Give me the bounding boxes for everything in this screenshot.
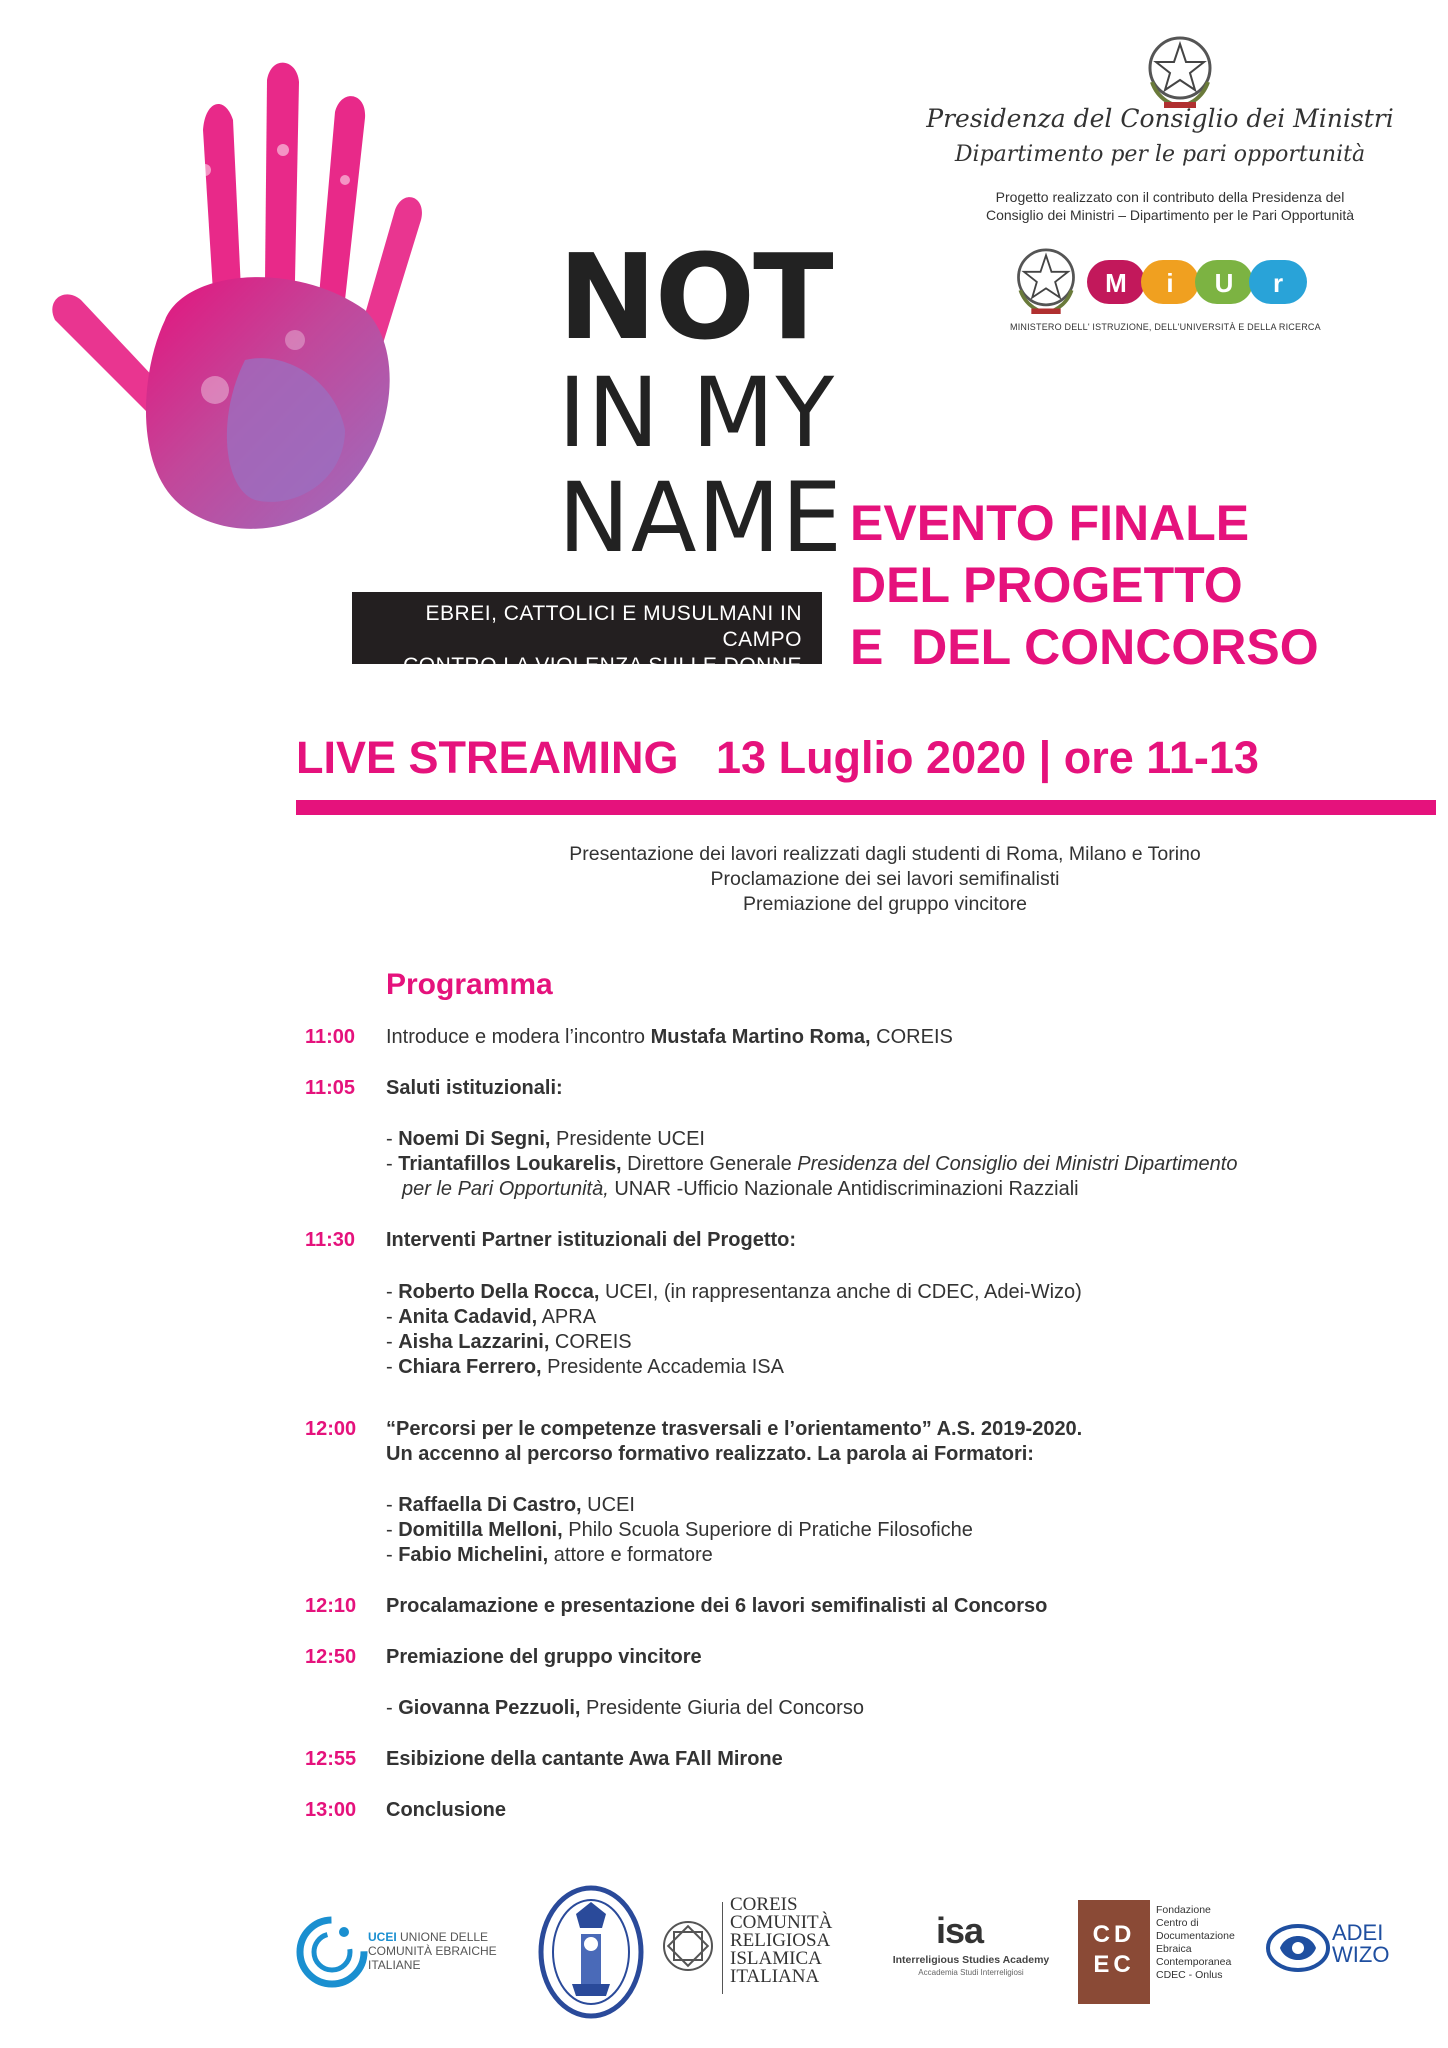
adei-line-2: WIZO (1332, 1942, 1390, 1967)
adei-wizo-emblem-icon (1266, 1922, 1330, 1974)
dash: - (386, 1153, 399, 1175)
coreis-line-3: RELIGIOSA (730, 1930, 831, 1951)
cdec-line-5: Contemporanea (1156, 1956, 1232, 1968)
speaker-org: COREIS (870, 1026, 953, 1048)
cdec-line-6: CDEC - Onlus (1156, 1969, 1223, 1981)
speaker-role: Presidente Giuria del Concorso (580, 1697, 864, 1719)
ucei-abbr: UCEI (368, 1930, 397, 1944)
event-title (850, 492, 1319, 678)
speaker-role: Direttore Generale (621, 1153, 798, 1175)
department-name: Dipartimento per le pari opportunità (954, 142, 1366, 167)
coreis-logo (660, 1896, 870, 1996)
intro-line-2: Proclamazione dei sei lavori semifinalisti (710, 868, 1060, 890)
campaign-title-in-my: IN MY (558, 357, 836, 469)
italian-republic-emblem-icon (1013, 244, 1079, 318)
dash: - (386, 1281, 399, 1303)
pcm-name: Presidenza del Consiglio dei Ministri (926, 104, 1394, 133)
cdec-line-1: Fondazione (1156, 1904, 1211, 1916)
pontifical-athenaeum-seal-icon (536, 1884, 646, 2020)
coreis-ornament-icon (660, 1918, 716, 1974)
handprint-illustration (45, 60, 425, 550)
contribution-line-2: Consiglio dei Ministri – Dipartimento per le Pari Opportunità (985, 207, 1355, 223)
pink-divider (296, 800, 1436, 815)
contribution-note (930, 188, 1410, 224)
speaker-name: Giovanna Pezzuoli, (398, 1697, 581, 1719)
cdec-logo (1078, 1900, 1238, 2004)
ucei-line-2: COMUNITÀ EBRAICHE (368, 1944, 497, 1958)
speaker-name: Roberto Della Rocca, (398, 1281, 600, 1303)
program-heading: Un accenno al percorso formativo realizzato. La parola ai Formatori: (386, 1443, 1034, 1465)
speaker-name: Fabio Michelini, (398, 1544, 549, 1566)
program-heading: Conclusione (386, 1799, 507, 1821)
program-time: 11:30 (305, 1229, 356, 1251)
dash: - (386, 1306, 399, 1328)
intro-line-3: Premiazione del gruppo vincitore (743, 893, 1027, 915)
program-heading: “Percorsi per le competenze trasversali e l’orientamento” A.S. 2019-2020. (386, 1418, 1083, 1440)
speaker-name: Raffaella Di Castro, (398, 1494, 582, 1516)
italian-republic-emblem-icon (1144, 32, 1216, 112)
coreis-line-1: COREIS (730, 1894, 798, 1915)
cdec-line-4: Ebraica (1156, 1943, 1192, 1955)
coreis-line-4: ISLAMICA (730, 1948, 822, 1969)
program-heading: Interventi Partner istituzionali del Progetto: (386, 1229, 797, 1251)
speaker-org: UNAR -Ufficio Nazionale Antidiscriminazioni Razziali (608, 1178, 1079, 1200)
ucei-line-3: ITALIANE (368, 1958, 421, 1972)
tagline-line-1: EBREI, CATTOLICI E MUSULMANI IN CAMPO (425, 602, 802, 651)
program-time: 12:10 (305, 1595, 357, 1617)
program-heading: Premiazione del gruppo vincitore (386, 1646, 702, 1668)
cdec-mark-bottom: EC (1093, 1951, 1135, 1978)
ucei-logo (292, 1912, 497, 1992)
adei-wizo-logo (1266, 1918, 1406, 1978)
dash: - (386, 1128, 399, 1150)
program-time: 12:55 (305, 1748, 357, 1770)
speaker-role: Philo Scuola Superiore di Pratiche Filosofiche (562, 1519, 973, 1541)
coreis-line-5: ITALIANA (730, 1966, 820, 1987)
cdec-line-2: Centro di (1156, 1917, 1199, 1929)
dash: - (386, 1331, 399, 1353)
ucei-circle-icon (292, 1912, 372, 1992)
event-title-line-2: DEL PROGETTO (850, 557, 1243, 613)
speaker-name: Noemi Di Segni, (398, 1128, 551, 1150)
program-heading: Saluti istituzionali: (386, 1077, 563, 1099)
program-title: Programma (386, 968, 553, 1001)
program-time: 12:50 (305, 1646, 357, 1668)
campaign-title-name: NAME (558, 462, 843, 574)
isa-mark: isa (936, 1910, 984, 1951)
event-title-line-1: EVENTO FINALE (850, 495, 1250, 551)
speaker-name: Domitilla Melloni, (398, 1519, 563, 1541)
speaker-role: COREIS (549, 1331, 632, 1353)
speaker-role: Presidente UCEI (550, 1128, 705, 1150)
speaker-name: Mustafa Martino Roma, (650, 1026, 871, 1048)
dash: - (386, 1544, 399, 1566)
campaign-tagline (352, 592, 822, 677)
miur-letter-u: U (1214, 268, 1234, 298)
speaker-name: Triantafillos Loukarelis, (398, 1153, 622, 1175)
speaker-role: attore e formatore (548, 1544, 713, 1566)
isa-logo (886, 1910, 1056, 1990)
speaker-name: Aisha Lazzarini, (398, 1331, 550, 1353)
dash: - (386, 1494, 399, 1516)
event-title-line-3: E DEL CONCORSO (850, 619, 1319, 675)
intro-line-1: Presentazione dei lavori realizzati dagli studenti di Roma, Milano e Torino (569, 843, 1201, 865)
event-intro (420, 842, 1350, 917)
miur-letter-m: M (1105, 268, 1127, 298)
adei-line-1: ADEI (1332, 1920, 1384, 1945)
speaker-role: UCEI, (in rappresentanza anche di CDEC, Adei-Wizo) (599, 1281, 1082, 1303)
speaker-name: Anita Cadavid, (398, 1306, 538, 1328)
cdec-mark-top: CD (1092, 1921, 1136, 1948)
miur-logo (1085, 252, 1315, 312)
program-heading: Procalamazione e presentazione dei 6 lavori semifinalisti al Concorso (386, 1595, 1048, 1617)
dash: - (386, 1697, 399, 1719)
speaker-role: UCEI (581, 1494, 635, 1516)
dash: - (386, 1519, 399, 1541)
speaker-name: Chiara Ferrero, (398, 1356, 542, 1378)
miur-caption: MINISTERO DELL' ISTRUZIONE, DELL'UNIVERSITÀ E DELLA RICERCA (1010, 322, 1321, 332)
dash: - (386, 1356, 399, 1378)
program-time: 12:00 (305, 1418, 357, 1440)
isa-line-1: Interreligious Studies Academy (892, 1954, 1050, 1966)
cdec-line-3: Documentazione (1156, 1930, 1235, 1942)
miur-letter-r: r (1272, 268, 1284, 298)
speaker-role: Presidente Accademia ISA (541, 1356, 784, 1378)
coreis-line-2: COMUNITÀ (730, 1912, 833, 1933)
speaker-org: Presidenza del Consiglio dei Ministri Dipartimento (797, 1153, 1238, 1175)
program-heading: Esibizione della cantante Awa FAll Mirone (386, 1748, 783, 1770)
speaker-org: per le Pari Opportunità, (402, 1178, 609, 1200)
contribution-line-1: Progetto realizzato con il contributo della Presidenza del (995, 189, 1345, 205)
tagline-line-2: CONTRO LA VIOLENZA SULLE DONNE (403, 654, 802, 677)
isa-line-2: Accademia Studi Interreligiosi (918, 1968, 1024, 1977)
ucei-line-1: UNIONE DELLE (400, 1930, 489, 1944)
program-time: 11:00 (305, 1026, 356, 1048)
speaker-role: APRA (537, 1306, 597, 1328)
miur-letter-i: i (1166, 268, 1174, 298)
live-streaming-date: LIVE STREAMING 13 Luglio 2020 | ore 11-13 (296, 732, 1259, 783)
campaign-title-not: NOT (558, 228, 832, 366)
program-time: 13:00 (305, 1799, 357, 1821)
program-text: Introduce e modera l’incontro (386, 1026, 651, 1048)
program-time: 11:05 (305, 1077, 356, 1099)
